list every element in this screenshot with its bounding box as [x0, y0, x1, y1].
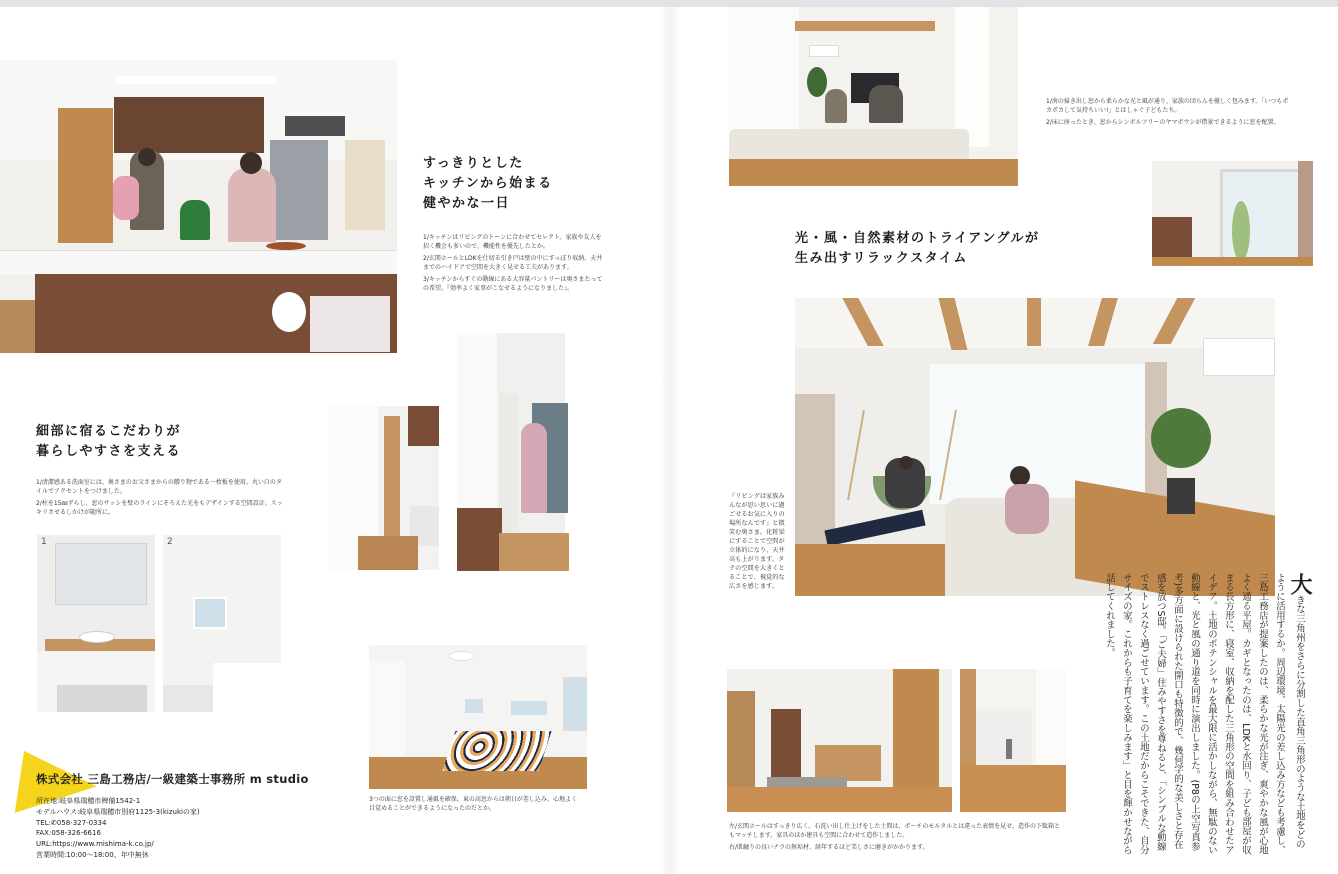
company-info	[36, 796, 200, 861]
living-heading: 光・風・自然素材のトライアングルが 生み出すリラックスタイム	[795, 231, 1040, 266]
company-tel: TEL:✆058-327-0334	[36, 818, 107, 827]
drop-cap: 大	[1287, 573, 1312, 595]
body-text-vertical	[1096, 573, 1310, 857]
bedroom-caption: 3つの面に窓を設置し通風を確保。東の高窓からは朝日が差し込み、心地よく目覚めることができるようになったのだとか。	[369, 796, 578, 812]
company-fax: FAX:058-326-6616	[36, 829, 101, 838]
washroom-photo: 1	[37, 535, 155, 712]
kitchen-heading: すっきりとした キッチンから始まる 健やかな一日	[423, 156, 553, 211]
page-gutter	[660, 7, 680, 874]
company-address: 所在地:岐阜県瑞穂市稗備1542-1	[36, 797, 141, 805]
company-hours: 営業時間:10:00〜18:00、年中無休	[36, 850, 149, 859]
company-name: 株式会社 三島工務店/一級建築士事務所 m studio	[36, 772, 309, 786]
living-top-photo	[729, 7, 1018, 186]
living-main-photo	[795, 298, 1275, 596]
company-url: URL:https://www.mishima-k.co.jp/	[36, 840, 154, 849]
entrance-photo	[727, 669, 952, 812]
viewer-top-bar	[0, 0, 1338, 7]
kitchen-photo	[0, 60, 397, 353]
corridor-photo	[960, 669, 1066, 812]
living-quote: 『リビングは家族みんなが思い思いに過ごせるお気に入りの場所なんです』と微笑む奥さま。化粧梁にすることで空間が立体的になり、天井高も上がります。タテの空間を大きくとることで、視覚的な広さを感じます。	[729, 493, 785, 590]
pantry-photo	[457, 333, 617, 571]
kitchen-captions: 1/キッチンはリビングのトーンに合わせてセレクト。家族や友人を招く機会も多いので、機能性を優先したとか。 2/玄関ホールとLDKを仕切る引き戸は壁の中にすっぽり収納。天井までのハイドアで空間を大きく見せる工夫があります。 3/キッチンからすぐの動線にある大容量パントリーは奥さまたっての希望。『効率よく家事がこなせるようになりました』。	[423, 234, 603, 292]
top-captions: 1/南の掃き出し窓から柔らかな光と風が通り、家族の団らんを優しく包みます。「いつもポカポカして気持ちいい!」とはしゃぐ子どもたち。 2/床に座ったとき、窓からシンボルツリーのヤマボウシが借景できるように窓を配置。	[1046, 98, 1289, 126]
hall-door-photo	[328, 406, 439, 570]
window-photo	[1152, 161, 1313, 266]
detail-captions: 1/清潔感ある洗面室には、奥さまのお父さまからの贈り物である一枚板を使用。丸い白のタイルでアクセントをつけました。 2/柱を15㎜ずらし、窓のサッシを壁のラインにそろえた光をもデザインする空間設計。スッキリさせるしかけが随所に。	[36, 479, 283, 516]
company-model-house: モデルハウス:岐阜県瑞穂市別府1125-3(kizukiの家)	[36, 807, 200, 816]
bedroom-photo	[369, 645, 587, 789]
body-text: きな三角州をさらに分割した直角三角形のような土地をどのように活用するか。周辺環境、太陽光の差し込み方なども考慮し、三島工務店が提案したのは、柔らかな光が注ぎ、爽やかな風が心地よく通る平屋。カギとなったのは、LDKと水回り、子ども部屋が収まる長方形に、寝室、収納を配した三角形の空間を組み合わせたアイデア。土地のポテンシャルを最大限に活かしながら、無駄のない動線と、光と風の通り道を同時に演出しました。(P8の上空写真参考)多方面に設けられた開口も特徴的で、幾何学的な美しさと存在感を放つS邸。「ご夫婦」住みやすさを尊ねると、「シンプルな動線でストレスなく過ごせています。この土地だからこそできた、自分サイズの家。これからも子育てを楽しみます」と目を輝かせながら話してくれました。	[1104, 573, 1305, 855]
entrance-captions: 左/玄関ホールはすっきり広く。石洗い出し仕上げをした土間は、ポーチのモルタルとは違った表情を見せ、造作の下駄箱ともマッチします。家具のほか建具も空間に合わせて造作しました。 右/肌触りの良いナラの無垢材。経年するほど美しさに磨きがかかります。	[729, 823, 1061, 851]
toilet-photo: 2	[163, 535, 281, 712]
detail-heading: 細部に宿るこだわりが 暮らしやすさを支える	[36, 424, 182, 459]
